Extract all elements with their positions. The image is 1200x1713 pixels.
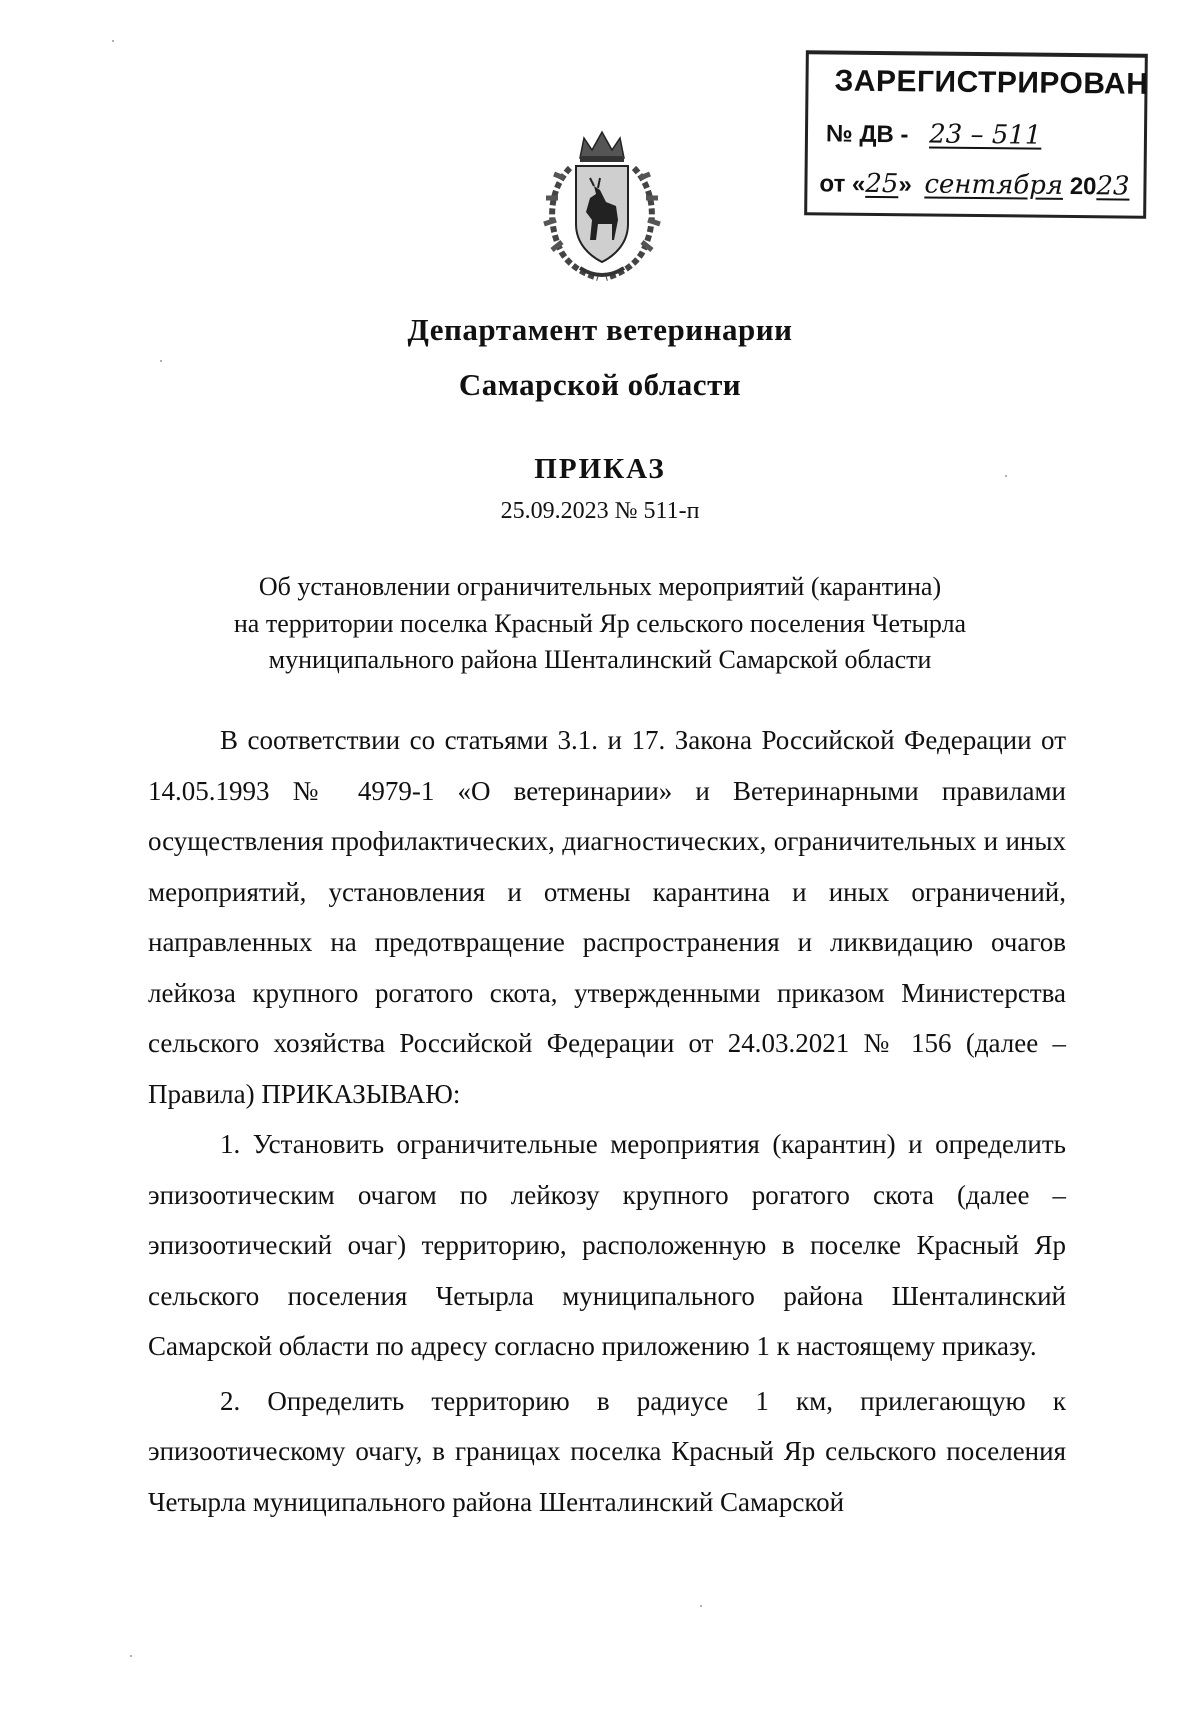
stamp-day-handwritten: 25	[865, 168, 899, 200]
stamp-number-prefix: № ДВ -	[825, 120, 909, 149]
scan-speck	[1005, 475, 1007, 477]
department-title-line2: Самарской области	[458, 367, 742, 402]
item-1-paragraph: 1. Установить ограничительные мероприятия (карантин) и определить эпизоотическим очагом по лейкозу крупного рогатого скота (далее – эпизоотический очаг) территорию, расположенную в поселке Красный Яр сельского поселения Четырла муниципального района Шенталинский Самарской области по адресу согласно приложению 1 к настоящему приказу.	[148, 1129, 1066, 1361]
stamp-date-row	[819, 168, 1129, 201]
document-body	[148, 715, 1066, 1527]
stamp-month-handwritten: сентября	[924, 169, 1064, 201]
stamp-title: ЗАРЕГИСТРИРОВАН	[834, 64, 1149, 101]
scan-speck	[130, 1655, 132, 1657]
scan-speck	[112, 40, 114, 42]
registration-stamp	[804, 50, 1148, 219]
item-2-paragraph: 2. Определить территорию в радиусе 1 км, прилегающую к эпизоотическому очагу, в границах поселка Красный Яр сельского поселения Четырла муниципального района Шенталинский Самарской	[148, 1385, 1066, 1517]
stamp-number-row	[826, 118, 1042, 150]
document-type: ПРИКАЗ	[534, 453, 666, 485]
samara-coat-of-arms-icon	[540, 128, 664, 284]
stamp-year-prefix: 20	[1069, 172, 1097, 201]
preamble-paragraph: В соответствии со статьями 3.1. и 17. Закона Российской Федерации от 14.05.1993 № 4979-1 «О ветеринарии» и Ветеринарными правилами осуществления профилактических, диагностических, ограничительных и иных мероприятий, установления и отмены карантина и иных ограничений, направленных на предотвращение распространения и ликвидацию очагов лейкоза крупного рогатого скота, утвержденными приказом Министерства сельского хозяйства Российской Федерации от 24.03.2021 № 156 (далее – Правила) ПРИКАЗЫВАЮ:	[148, 725, 1066, 1109]
stamp-day-close: »	[898, 171, 912, 199]
stamp-year-handwritten: 23	[1096, 171, 1130, 202]
document-date-number: 25.09.2023 № 511-п	[500, 498, 700, 524]
subject-line2: на территории поселка Красный Яр сельского поселения Четырла	[233, 609, 967, 638]
scan-speck	[160, 360, 162, 362]
stamp-number-handwritten: 23 – 511	[929, 119, 1042, 151]
stamp-date-prefix: от «	[819, 170, 866, 198]
scan-speck	[700, 1605, 702, 1607]
subject-line3: муниципального района Шенталинский Самарской области	[268, 645, 932, 674]
department-title-line1: Департамент ветеринарии	[407, 312, 793, 347]
subject-line1: Об установлении ограничительных мероприятий (карантина)	[258, 572, 942, 601]
